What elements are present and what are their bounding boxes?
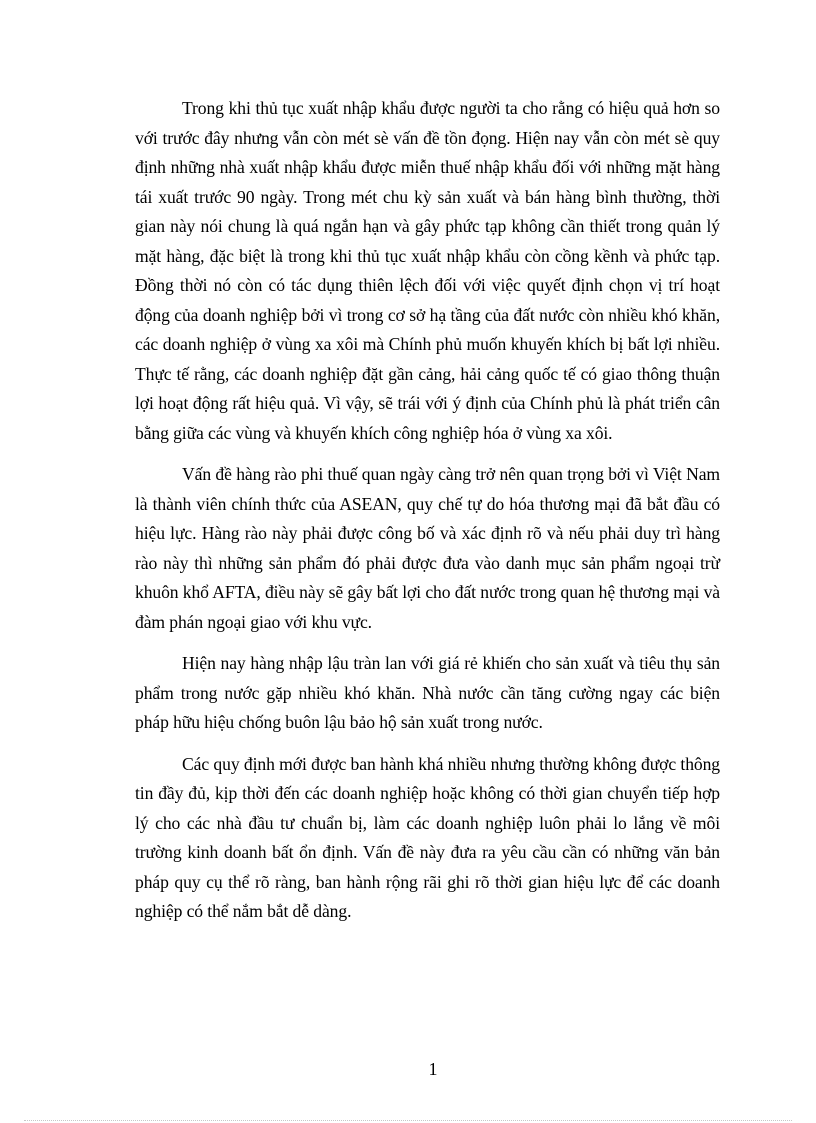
- paragraph-non-tariff-barriers: Vấn đề hàng rào phi thuế quan ngày càng trở nên quan trọng bởi vì Việt Nam là thành viên chính thức của ASEAN, quy chế tự do hóa thương mại đã bắt đầu có hiệu lực. Hàng rào này phải được công bố và xác định rõ và nếu phải duy trì hàng rào này thì những sản phẩm đó phải được đưa vào danh mục sản phẩm ngoại trừ khuôn khổ AFTA, điều này sẽ gây bất lợi cho đất nước trong quan hệ thương mại và đàm phán ngoại giao với khu vực.: [135, 464, 720, 632]
- paragraph-smuggling: Hiện nay hàng nhập lậu tràn lan với giá rẻ khiến cho sản xuất và tiêu thụ sản phẩm trong nước gặp nhiều khó khăn. Nhà nước cần tăng cường ngay các biện pháp hữu hiệu chống buôn lậu bảo hộ sản xuất trong nước.: [135, 653, 720, 732]
- paragraph-customs-procedures: Trong khi thủ tục xuất nhập khẩu được người ta cho rằng có hiệu quả hơn so với trước đây nhưng vẫn còn mét sè vấn đề tồn đọng. Hiện nay vẫn còn mét sè quy định những nhà xuất nhập khẩu được miễn thuế nhập khẩu đối với những mặt hàng tái xuất trước 90 ngày. Trong mét chu kỳ sản xuất và bán hàng bình thường, thời gian này nói chung là quá ngắn hạn và gây phức tạp không cần thiết trong quản lý mặt hàng, đặc biệt là trong khi thủ tục xuất nhập khẩu còn cồng kềnh và phức tạp. Đồng thời nó còn có tác dụng thiên lệch đối với việc quyết định chọn vị trí hoạt động của doanh nghiệp bởi vì trong cơ sở hạ tầng của đất nước còn nhiều khó khăn, các doanh nghiệp ở vùng xa xôi mà Chính phủ muốn khuyến khích bị bất lợi nhiều. Thực tế rằng, các doanh nghiệp đặt gần cảng, hải cảng quốc tế có giao thông thuận lợi hoạt động rất hiệu quả. Vì vậy, sẽ trái với ý định của Chính phủ là phát triển cân bằng giữa các vùng và khuyến khích công nghiệp hóa ở vùng xa xôi.: [135, 98, 720, 443]
- paragraph-new-regulations: Các quy định mới được ban hành khá nhiều nhưng thường không được thông tin đầy đủ, kịp thời đến các doanh nghiệp hoặc không có thời gian chuyển tiếp hợp lý cho các nhà đầu tư chuẩn bị, làm các doanh nghiệp luôn phải lo lắng về môi trường kinh doanh bất ổn định. Vấn đề này đưa ra yêu cầu cần có những văn bản pháp quy cụ thể rõ ràng, ban hành rộng rãi ghi rõ thời gian hiệu lực để các doanh nghiệp có thể nắm bắt dễ dàng.: [135, 753, 720, 921]
- body-text: [135, 94, 720, 939]
- footer-divider: [24, 1120, 792, 1121]
- page-number: 1: [428, 1059, 438, 1079]
